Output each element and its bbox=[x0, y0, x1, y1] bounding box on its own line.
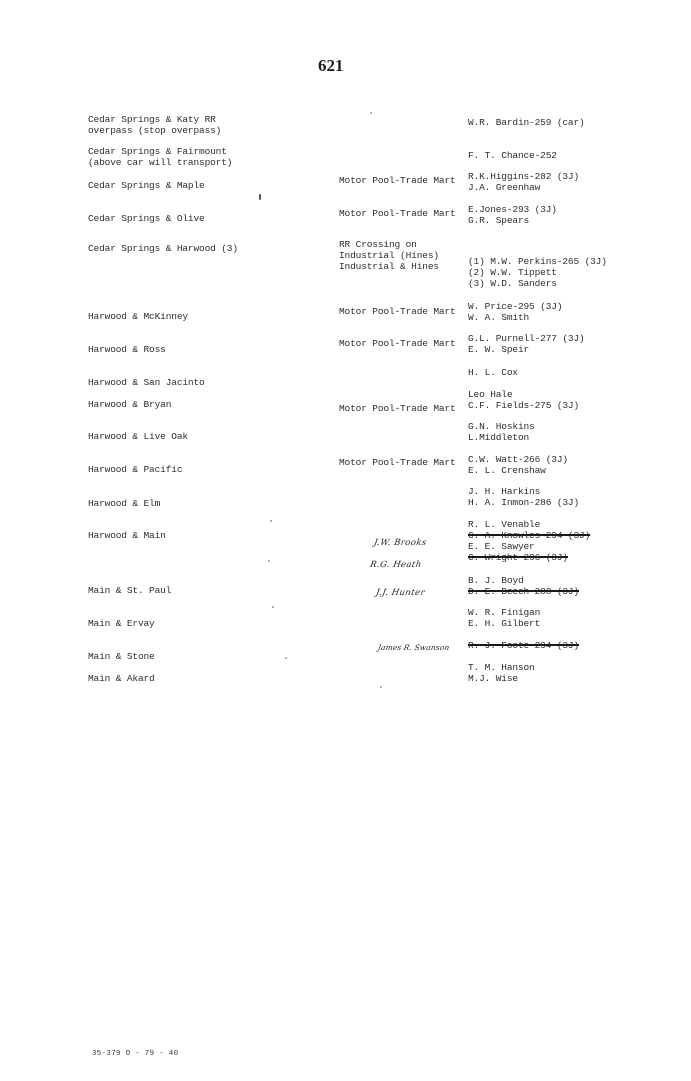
officer-tippett: (2) W.W. Tippett bbox=[468, 267, 557, 278]
assignment-motor-pool: Motor Pool-Trade Mart bbox=[339, 403, 456, 414]
scan-speck bbox=[272, 606, 274, 608]
location-cedar-springs-fairmount: Cedar Springs & Fairmount (above car will transport) bbox=[88, 146, 233, 168]
officer-finigan: W. R. Finigan bbox=[468, 607, 541, 618]
location-harwood-san-jacinto: Harwood & San Jacinto bbox=[88, 377, 205, 388]
location-cedar-springs-maple: Cedar Springs & Maple bbox=[88, 180, 205, 191]
handwritten-note-hunter: J.J. Hunter bbox=[375, 588, 426, 598]
location-harwood-pacific: Harwood & Pacific bbox=[88, 464, 183, 475]
handwritten-note-swanson: James R. Swanson bbox=[377, 643, 451, 652]
officer-inmon: H. A. Inmon-286 (3J) bbox=[468, 497, 580, 508]
assignment-motor-pool: Motor Pool-Trade Mart bbox=[339, 208, 456, 219]
officer-knowles-struck: C. A. Knowles-294 (3J) bbox=[468, 530, 591, 541]
officer-foote-struck: R. J. Foote-294 (3J) bbox=[468, 640, 580, 651]
location-main-st-paul: Main & St. Paul bbox=[88, 585, 172, 596]
scan-speck bbox=[370, 112, 372, 114]
officer-perkins: (1) M.W. Perkins-265 (3J) bbox=[468, 256, 607, 267]
officer-smith: W. A. Smith bbox=[468, 312, 530, 323]
assignment-motor-pool: Motor Pool-Trade Mart bbox=[339, 457, 456, 468]
location-main-akard: Main & Akard bbox=[88, 673, 155, 684]
assignment-motor-pool: Motor Pool-Trade Mart bbox=[339, 306, 456, 317]
officer-gilbert: E. H. Gilbert bbox=[468, 618, 541, 629]
officer-greenhaw: J.A. Greenhaw bbox=[468, 182, 541, 193]
officer-sanders: (3) W.D. Sanders bbox=[468, 278, 557, 289]
officer-fields: C.F. Fields-275 (3J) bbox=[468, 400, 580, 411]
location-harwood-main: Harwood & Main bbox=[88, 530, 166, 541]
officer-spears: G.R. Spears bbox=[468, 215, 530, 226]
officer-boyd: B. J. Boyd bbox=[468, 575, 524, 586]
officer-sawyer: E. E. Sawyer bbox=[468, 541, 535, 552]
location-cedar-springs-katy-rr: Cedar Springs & Katy RR overpass (stop overpass) bbox=[88, 114, 222, 136]
officer-crenshaw: E. L. Crenshaw bbox=[468, 465, 546, 476]
location-cedar-springs-olive: Cedar Springs & Olive bbox=[88, 213, 205, 224]
scan-speck bbox=[259, 194, 261, 200]
officer-hale: Leo Hale bbox=[468, 389, 513, 400]
officer-higgins: R.K.Higgins-282 (3J) bbox=[468, 171, 580, 182]
officer-cox: H. L. Cox bbox=[468, 367, 518, 378]
officer-harkins: J. H. Harkins bbox=[468, 486, 541, 497]
assignment-motor-pool: Motor Pool-Trade Mart bbox=[339, 175, 456, 186]
location-main-ervay: Main & Ervay bbox=[88, 618, 155, 629]
officer-wright-struck: C. Wright-296 (3J) bbox=[468, 552, 568, 563]
location-harwood-mckinney: Harwood & McKinney bbox=[88, 311, 188, 322]
location-harwood-bryan: Harwood & Bryan bbox=[88, 399, 172, 410]
scan-speck bbox=[270, 520, 272, 522]
scan-speck bbox=[268, 560, 270, 562]
officer-hanson: T. M. Hanson bbox=[468, 662, 535, 673]
location-harwood-ross: Harwood & Ross bbox=[88, 344, 166, 355]
assignment-motor-pool: Motor Pool-Trade Mart bbox=[339, 338, 456, 349]
officer-chance: F. T. Chance-252 bbox=[468, 150, 557, 161]
officer-speir: E. W. Speir bbox=[468, 344, 530, 355]
officer-wise: M.J. Wise bbox=[468, 673, 518, 684]
officer-venable: R. L. Venable bbox=[468, 519, 541, 530]
location-main-stone: Main & Stone bbox=[88, 651, 155, 662]
page-number: 621 bbox=[318, 56, 344, 75]
location-harwood-live-oak: Harwood & Live Oak bbox=[88, 431, 188, 442]
officer-price: W. Price-295 (3J) bbox=[468, 301, 563, 312]
officer-jones: E.Jones-293 (3J) bbox=[468, 204, 557, 215]
officer-beech-struck: D. E. Beech-288 (3J) bbox=[468, 586, 580, 597]
officer-hoskins: G.N. Hoskins bbox=[468, 421, 535, 432]
scan-speck bbox=[380, 686, 382, 688]
page-footer: 35-379 O - 79 - 40 bbox=[92, 1050, 179, 1058]
officer-watt: C.W. Watt-266 (3J) bbox=[468, 454, 568, 465]
officer-bardin: W.R. Bardin-259 (car) bbox=[468, 117, 585, 128]
officer-purnell: G.L. Purnell-277 (3J) bbox=[468, 333, 585, 344]
location-harwood-elm: Harwood & Elm bbox=[88, 498, 161, 509]
handwritten-note-brooks-heath: J.W. Brooks R.G. Heath bbox=[369, 538, 428, 570]
officer-middleton: L.Middleton bbox=[468, 432, 530, 443]
assignment-rr-crossing: RR Crossing on Industrial (Hines) Industrial & Hines bbox=[339, 239, 439, 272]
location-cedar-springs-harwood: Cedar Springs & Harwood (3) bbox=[88, 243, 238, 254]
scan-speck bbox=[285, 657, 287, 659]
